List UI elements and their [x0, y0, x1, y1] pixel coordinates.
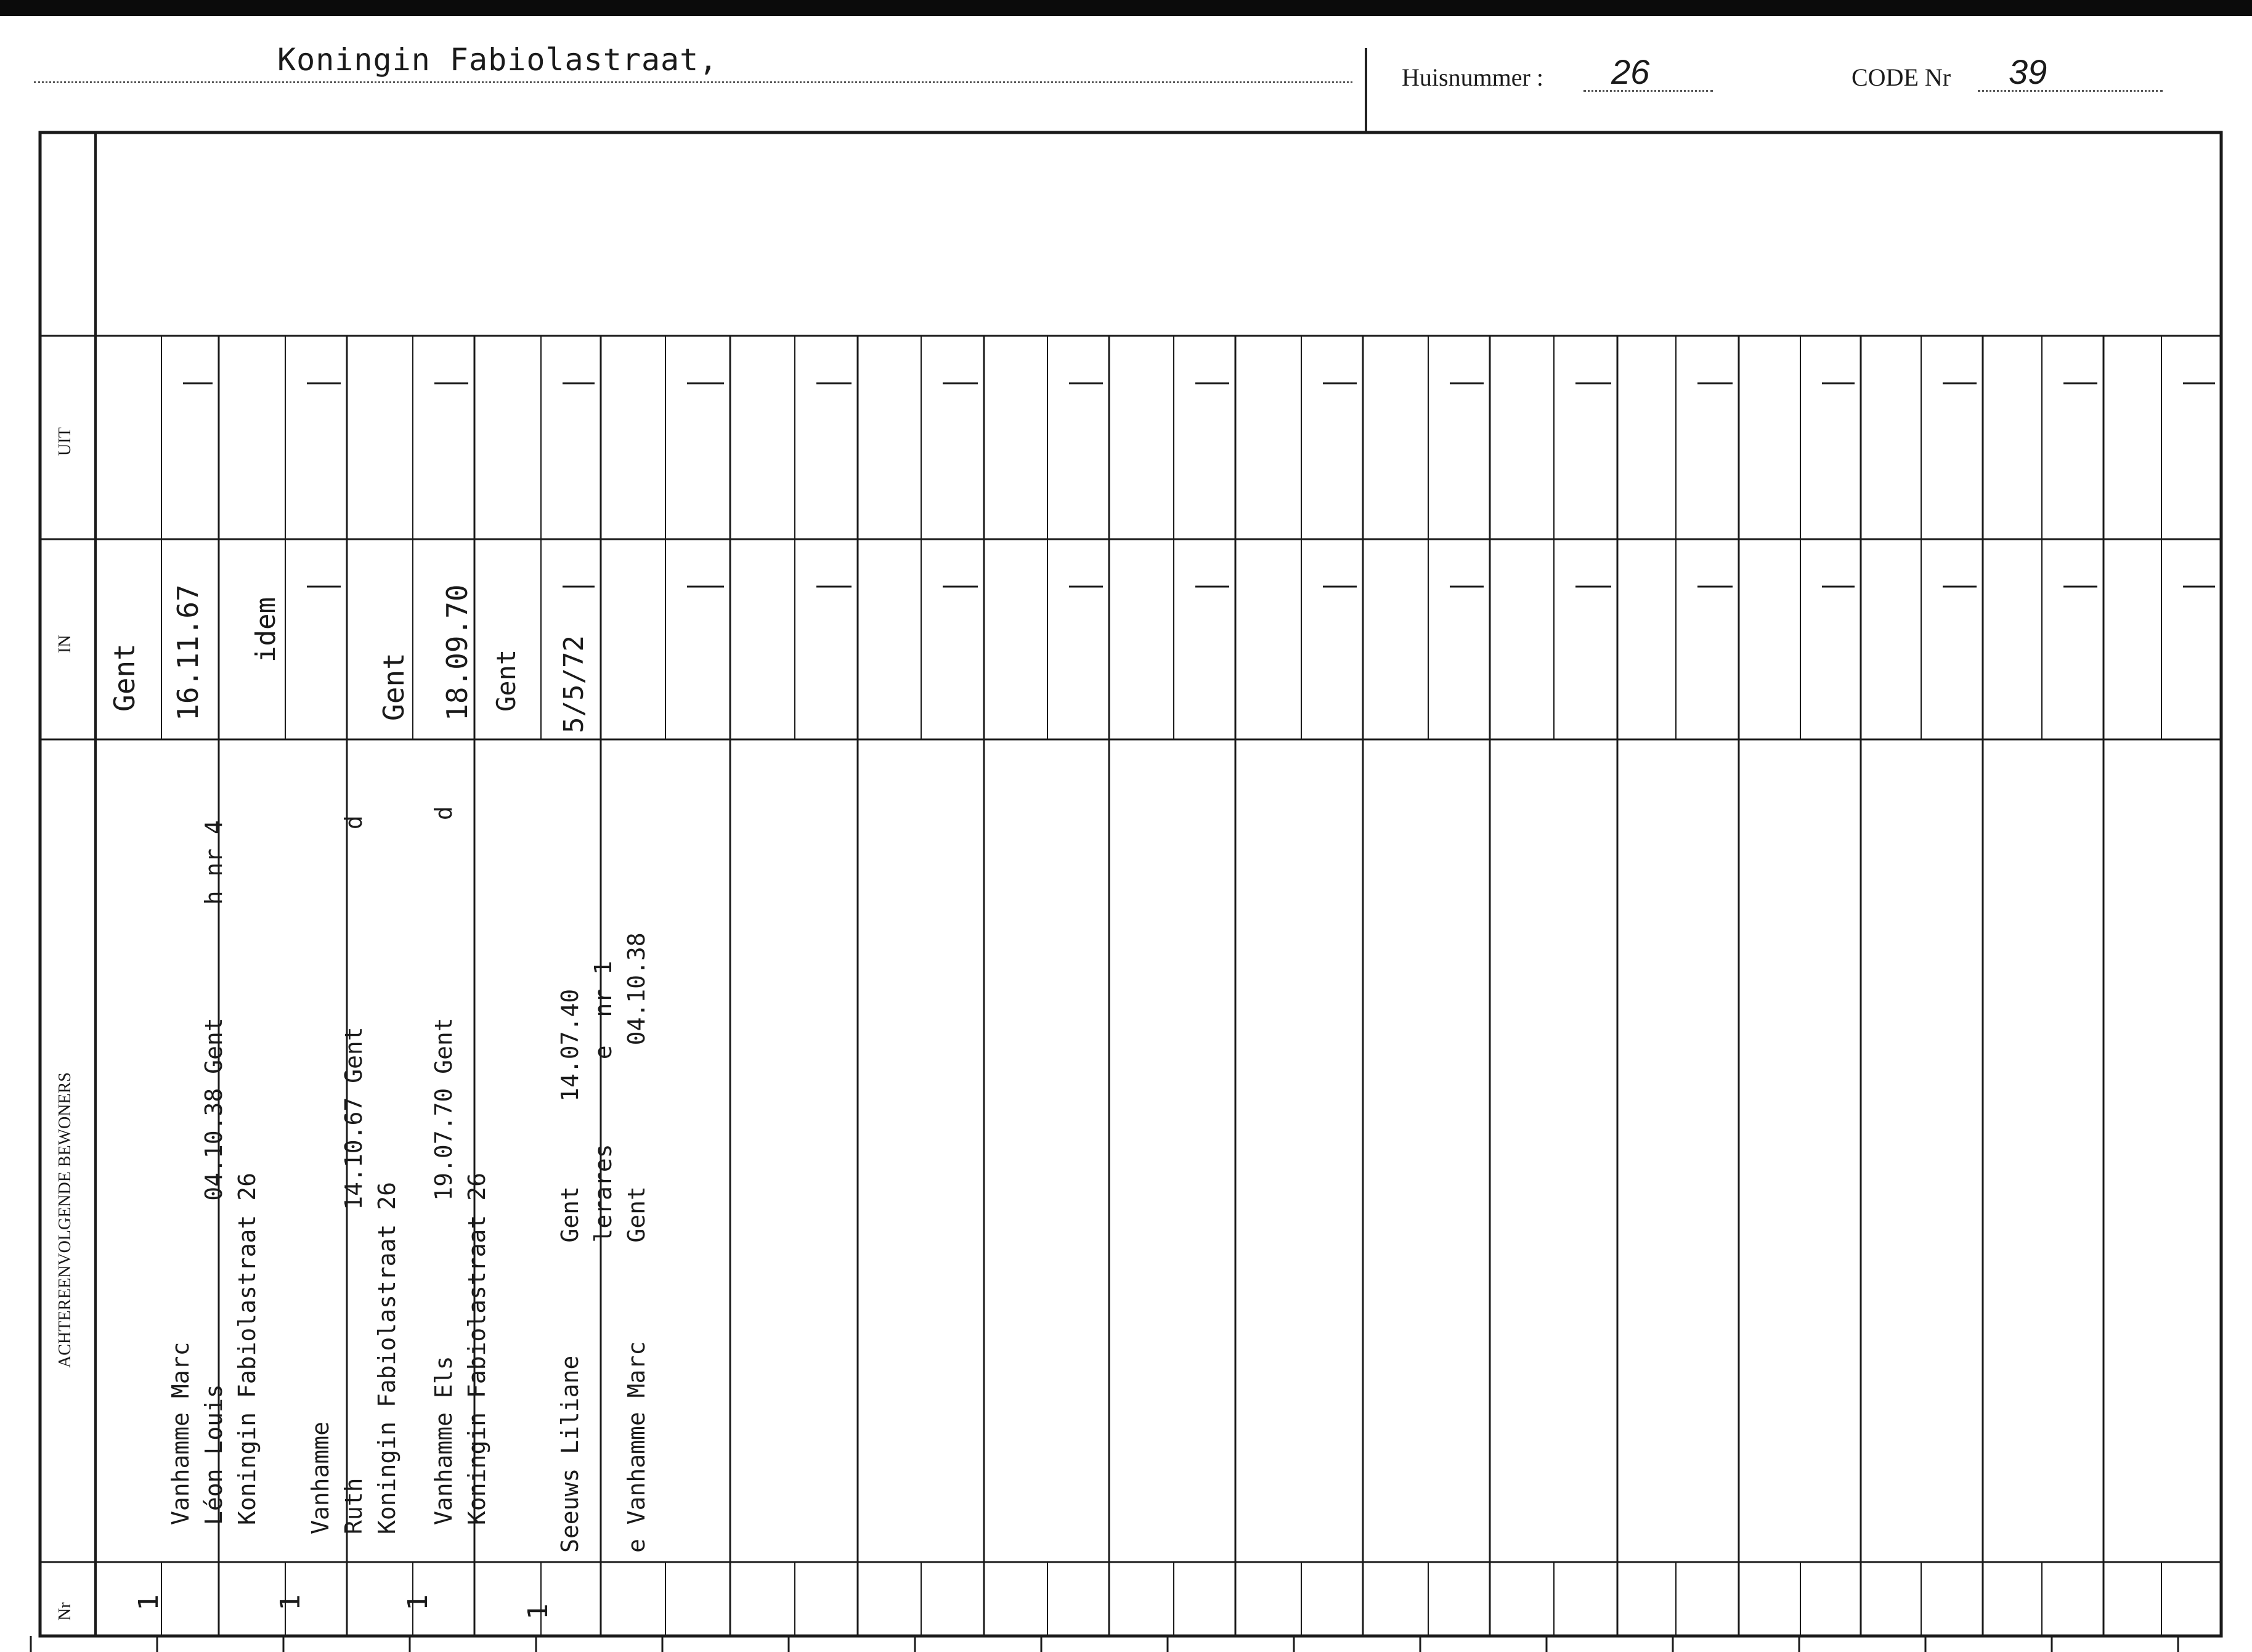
street-name: Koningin Fabiolastraat, [277, 42, 718, 78]
record-4-nr: 1 [522, 1603, 554, 1620]
record-4-in-place: Gent [491, 649, 521, 712]
record-1-residents: Vanhamme Marc Léon Louis 04.10.38 Gent h nr 4 Koningin Fabiolastraat 26 [167, 820, 261, 1525]
record-1-in-date: 16.11.67 [171, 584, 205, 721]
record-1-in-place: Gent [108, 643, 141, 712]
record-2-nr: 1 [274, 1594, 306, 1611]
code-number-label: CODE Nr [1852, 63, 1951, 91]
code-number-value: 39 [2009, 52, 2047, 91]
record-4-in-date: 5/5/72 [558, 635, 590, 733]
in-column-label: IN [55, 635, 75, 653]
record-3-nr: 1 [402, 1594, 434, 1611]
record-2-residents: Vanhamme Ruth 14.10.67 Gent d Koningin Fabiolastraat 26 [307, 815, 400, 1534]
record-1-nr: 1 [132, 1594, 165, 1611]
out-column-label: UIT [55, 427, 75, 456]
house-number-value: 26 [1611, 52, 1650, 91]
nr-column-label: Nr [55, 1602, 75, 1621]
record-2-in-place: idem [250, 597, 282, 662]
house-number-label: Huisnummer : [1402, 63, 1543, 91]
record-3-in-date: 18.09.70 [441, 584, 474, 721]
record-4-residents: Seeuws Liliane Gent 14.07.40 lerares e nr 1 e Vanhamme Marc Gent 04.10.38 [556, 932, 650, 1553]
record-3-in-place: Gent [377, 653, 410, 721]
record-3-residents: Vanhamme Els 19.07.70 Gent d Koningin Fabiolastraat 26 [430, 806, 490, 1525]
residents-column-label: ACHTEREENVOLGENDE BEWONERS [55, 1072, 75, 1368]
